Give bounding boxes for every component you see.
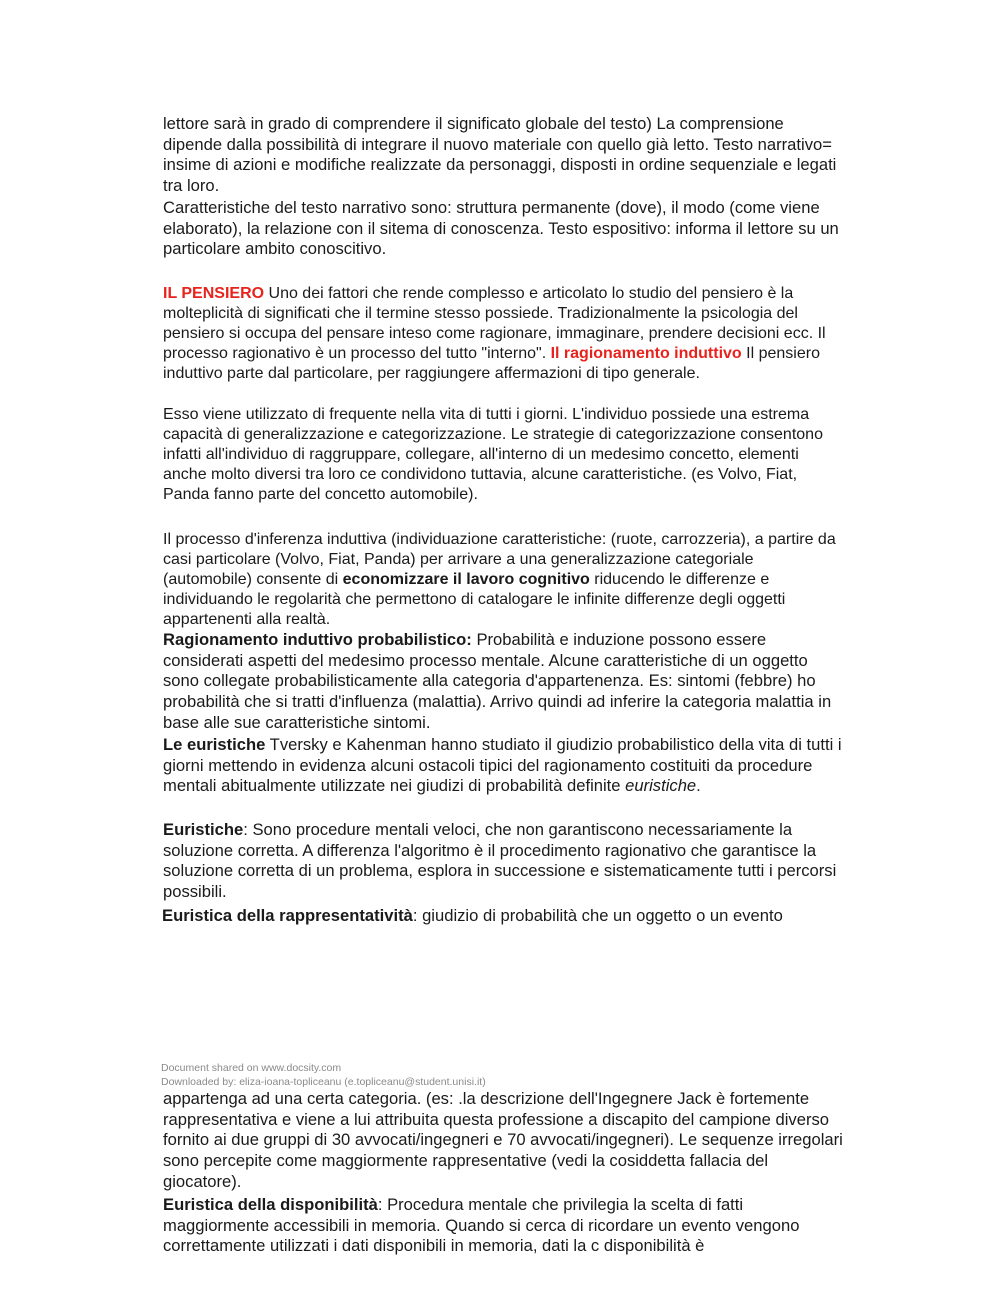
heading-le-euristiche: Le euristiche [163, 735, 266, 754]
euristiche-italic: euristiche [625, 776, 697, 796]
heading-disponibilita: Euristica della disponibilità [163, 1195, 378, 1214]
economizzare-bold: economizzare il lavoro cognitivo [342, 571, 590, 589]
paragraph-rappresentativita-cont: appartenga ad una certa categoria. (es: .la descrizione dell'Ingegnere Jack è fortemente rappresentativa e viene a lui attribuita questa professione a discapito del campione diverso fornito ai due gruppi di 30 avvocati/ingegneri e 70 avvocati/ingegneri). Le sequenze irregolari sono percepite come maggiormente rappresentative (vedi la cosiddetta fallacia del giocatore). [163, 1089, 843, 1191]
footer-downloaded-by: Downloaded by: eliza-ioana-topliceanu (e.topliceanu@student.unisi.it) [161, 1076, 486, 1088]
paragraph-testo-narrativo: Caratteristiche del testo narrativo sono: struttura permanente (dove), il modo (come viene elaborato), la relazione con il sitema di conoscenza. Testo espositivo: informa il lettore su un particolare ambito conoscitivo. [163, 198, 839, 259]
heading-ragionamento-probabilistico: Ragionamento induttivo probabilistico: [163, 630, 472, 649]
paragraph-ragionamento-probabilistico [163, 630, 843, 734]
heading-il-pensiero: IL PENSIERO [163, 285, 265, 302]
inferenza-text-2: riducendo le differenze e individuando le regolarità che permettono di catalogare le infinite differenze degli oggetti appartenenti alla realtà. [163, 571, 786, 629]
paragraph-il-pensiero [163, 284, 843, 384]
paragraph-categorizzazione: Esso viene utilizzato di frequente nella vita di tutti i giorni. L'individuo possiede una estrema capacità di generalizzazione e categorizzazione. Le strategie di categorizzazione consentono infatti all'individuo di raggruppare, collegare, all'interno di un medesimo concetto, elementi anche molto diversi tra loro ce condividono tuttavia, alcune caratteristiche. (es Volvo, Fiat, Panda fanno parte del concetto automobile). [163, 406, 823, 504]
heading-euristiche: Euristiche [163, 820, 244, 839]
paragraph-comprensione: lettore sarà in grado di comprendere il significato globale del testo) La comprensione dipende dalla possibilità di integrare il nuovo materiale con quello già letto. Testo narrativo= insime di azioni e modifiche realizzate da personaggi, disposti in ordine sequenziale e legati tra loro. [163, 114, 837, 196]
heading-ragionamento-induttivo: Il ragionamento induttivo [550, 345, 742, 363]
paragraph-disponibilita [163, 1195, 843, 1257]
inferenza-text: Il processo d'inferenza induttiva (individuazione caratteristiche: (ruote, carrozzeria), a partire da casi particolare (Volvo, Fiat, Panda) per arrivare a una generalizzazione categoriale (automobile) consente di [163, 531, 836, 589]
paragraph-inferenza-induttiva [163, 530, 843, 630]
disponibilita-text: : Procedura mentale che privilegia la scelta di fatti maggiormente accessibili in memoria. Quando si cerca di ricordare un evento vengono correttamente utilizzati i dati disponibili in memoria, dati la c disponibilità è [163, 1195, 800, 1256]
paragraph-rappresentativita [162, 906, 852, 927]
euristiche-intro-tail: . [696, 776, 701, 796]
euristiche-def-text: : Sono procedure mentali veloci, che non garantiscono necessariamente la soluzione corretta. A differenza l'algoritmo è il procedimento ragionativo che garantisce la soluzione corretta di un problema, esplora in successione e sistematicamente tutti i percorsi possibili. [163, 820, 837, 902]
paragraph-le-euristiche [163, 735, 843, 797]
ragionamento-induttivo-text: Il pensiero induttivo parte dal particolare, per raggiungere affermazioni di tipo generale. [163, 345, 820, 383]
rappresentativita-text: : giudizio di probabilità che un oggetto o un evento [412, 906, 783, 925]
heading-rappresentativita: Euristica della rappresentatività [162, 906, 413, 925]
euristiche-intro-text: Tversky e Kahenman hanno studiato il giudizio probabilistico della vita di tutti i giorni mettendo in evidenza alcuni ostacoli tipici del ragionamento costituiti da procedure mentali abitualmente utilizzate nei giudizi di probabilità definite [163, 735, 842, 796]
probabilistico-text: Probabilità e induzione possono essere considerati aspetti del medesimo processo mentale. Alcune caratteristiche di un oggetto sono collegate probabilisticamente alla categoria d'appartenenza. Es: sintomi (febbre) ho probabilità che si tratti d'influenza (malattia). Arrivo quindi ad inferire la categoria malattia in base alle sue caratteristiche sintomi. [163, 630, 832, 732]
footer-shared-on: Document shared on www.docsity.com [161, 1062, 342, 1074]
pensiero-text: Uno dei fattori che rende complesso e articolato lo studio del pensiero è la molteplicità di significati che il termine stesso possiede. Tradizionalmente la psicologia del pensiero si occupa del pensare inteso come ragionare, immaginare, prendere decisioni ecc. Il processo ragionativo è un processo del tutto "interno". [163, 285, 826, 363]
paragraph-euristiche-definizione [163, 820, 843, 903]
